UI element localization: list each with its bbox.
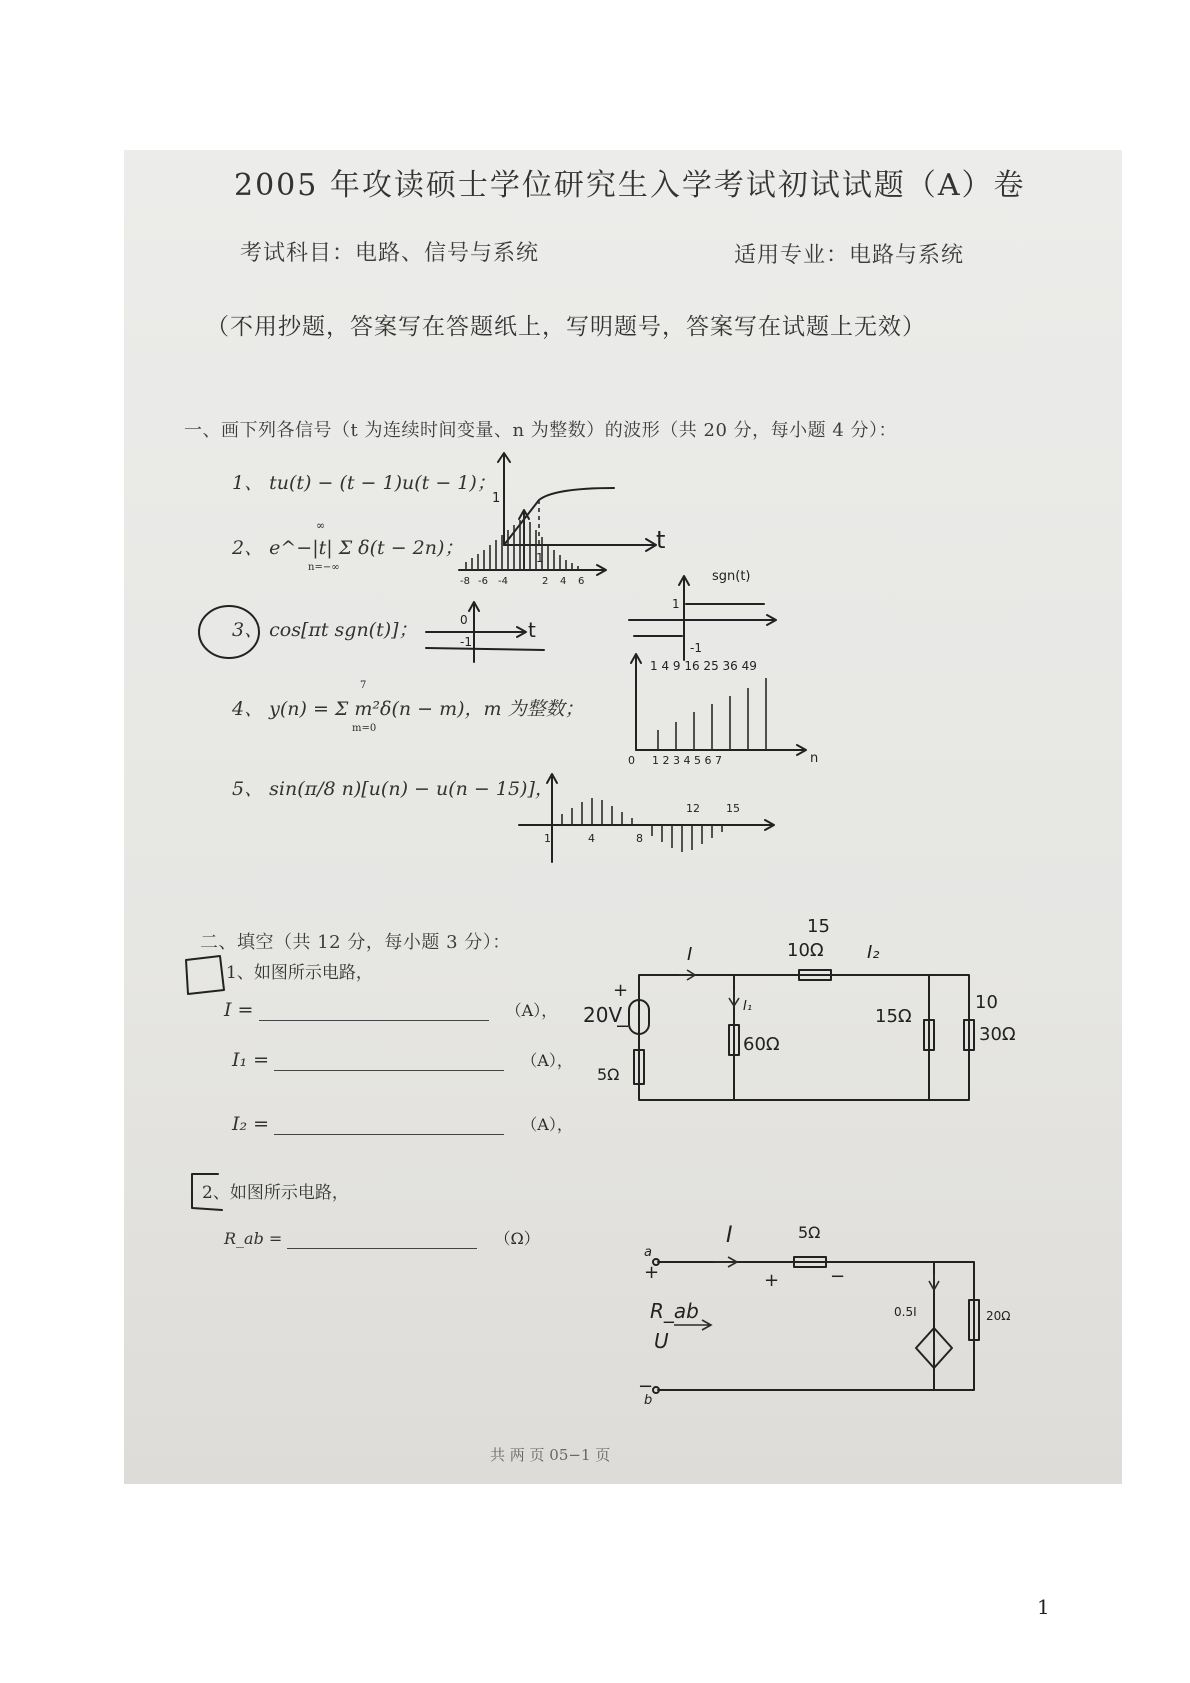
- answer-var-Rab: R_ab =: [224, 1229, 283, 1248]
- label-port-c2: R_ab: [650, 1299, 699, 1323]
- q2-x-axis: [459, 565, 606, 575]
- label-source: 20V: [583, 1003, 623, 1027]
- question1-3: 3、 cos[πt sgn(t)]；: [232, 619, 418, 641]
- q3-level-line: [426, 648, 544, 650]
- arrow-I: [679, 970, 695, 980]
- q4-stems: [658, 678, 766, 750]
- q5-tick-labels-upper: 12 15: [686, 802, 740, 815]
- label-r-right2-note: 10: [975, 992, 998, 1013]
- label-voltage-c2: U: [654, 1329, 669, 1353]
- q4-values: 1 4 9 16 25 36 49: [650, 659, 757, 673]
- label-dep-source: 0.5I: [894, 1305, 917, 1319]
- q4-sum-bottom: m=0: [352, 723, 377, 734]
- q3-axis-label: t: [528, 618, 536, 642]
- q3-bottom-label: -1: [460, 635, 472, 649]
- question2-1-label: 1、如图所示电路，: [226, 963, 373, 983]
- question1-5: 5、 sin(π/8 n)[u(n) − u(n − 15)]，: [232, 778, 554, 800]
- label-r-right-c2: 20Ω: [986, 1309, 1011, 1323]
- label-r-right2: 30Ω: [979, 1024, 1016, 1045]
- q1-level: 1: [492, 491, 501, 506]
- label-minus-r-c2: −: [830, 1266, 846, 1287]
- node-b: [653, 1387, 659, 1393]
- page-footer: 共 两 页 05−1 页: [490, 1446, 611, 1464]
- q2-sum-top: ∞: [316, 519, 326, 532]
- answer-unit-I2: （A），: [521, 1115, 573, 1134]
- label-r-mid: 60Ω: [743, 1034, 780, 1055]
- label-node-b: b: [644, 1393, 653, 1408]
- answer-line-I2: [232, 1112, 573, 1135]
- q2-impulse-sketch: [454, 510, 614, 590]
- q2-tick-labels: -8 -6 -4 2 4 6: [460, 576, 585, 587]
- sgn-positive-label: 1: [672, 597, 680, 611]
- answer-unit-I1: （A），: [521, 1051, 573, 1070]
- answer-blank-Rab: [287, 1228, 477, 1249]
- circuit-2-diagram: [614, 1190, 1011, 1410]
- label-source-plus: +: [613, 980, 629, 1001]
- question2-1-box-mark: [180, 950, 230, 1000]
- label-I1: I₁: [743, 999, 753, 1014]
- answer-var-I1: I₁ =: [232, 1049, 270, 1071]
- exam-major: 适用专业：电路与系统: [734, 243, 965, 268]
- label-source-minus: −: [615, 1016, 631, 1037]
- answer-unit-I: （A），: [505, 1001, 558, 1020]
- answer-blank-I2: [274, 1114, 504, 1135]
- label-I2: I₂: [867, 942, 880, 963]
- arrow-I-c2: [714, 1257, 737, 1267]
- q3-top-label: 0: [460, 613, 468, 627]
- q4-axis-label: n: [810, 751, 819, 766]
- answer-blank-I1: [274, 1050, 504, 1071]
- answer-var-I2: I₂ =: [232, 1113, 270, 1135]
- q5-y-axis: [547, 774, 557, 862]
- answer-line-I1: [232, 1048, 573, 1071]
- q1-axis-label: t: [656, 526, 666, 554]
- q1-tick: 1: [536, 551, 544, 565]
- q5-x-axis: [519, 820, 774, 830]
- exam-notice: （不用抄题，答案写在答题纸上，写明题号，答案写在试题上无效）: [206, 314, 926, 340]
- sgn-label: sgn(t): [712, 569, 751, 584]
- question1-4: 4、 y(n) = Σ m²δ(n − m)，m 为整数；: [232, 698, 584, 720]
- label-r-top-note: 15: [807, 916, 830, 937]
- label-r-source: 5Ω: [597, 1065, 620, 1084]
- q4-stem-sketch: [624, 650, 824, 770]
- q4-tick-labels: 1 2 3 4 5 6 7: [652, 754, 722, 767]
- q3-x-axis: [426, 627, 526, 637]
- label-node-a: a: [644, 1245, 652, 1260]
- answer-blank-I: [259, 1000, 489, 1021]
- section1-heading: 一、画下列各信号（t 为连续时间变量、n 为整数）的波形（共 20 分，每小题 4 分）：: [184, 420, 898, 441]
- question2-2-label: 2、如图所示电路，: [202, 1183, 349, 1203]
- circuit-2-wire: [658, 1262, 974, 1390]
- q5-stem-sketch: [514, 770, 784, 870]
- circuit-1-diagram: [579, 910, 1016, 1130]
- exam-title: 2005 年攻读硕士学位研究生入学考试初试试题（A）卷: [234, 168, 1026, 203]
- page-number: 1: [1037, 1595, 1050, 1619]
- q3-sketch: [424, 600, 564, 670]
- q5-tick-labels: 1 4 8: [544, 832, 643, 845]
- arrow-I1: [729, 990, 739, 1006]
- label-plus-r-c2: +: [764, 1270, 780, 1291]
- sgn-x-axis: [629, 615, 776, 625]
- answer-line-I: [224, 998, 557, 1021]
- sgn-negative-label: -1: [690, 641, 702, 655]
- circuit-1-wire-loop: [639, 975, 969, 1100]
- q4-origin: 0: [628, 754, 635, 767]
- q2-impulses: [466, 515, 578, 570]
- q4-sum-top: 7: [360, 680, 367, 691]
- hand-box: [186, 956, 224, 994]
- label-r-top-c2: 5Ω: [798, 1223, 821, 1242]
- sgn-y-axis: [679, 576, 689, 660]
- label-I-c2: I: [726, 1223, 733, 1248]
- section2-heading: 二、填空（共 12 分，每小题 3 分）：: [200, 932, 511, 953]
- label-r-right1: 15Ω: [875, 1006, 912, 1027]
- label-I: I: [687, 944, 693, 965]
- answer-line-Rab: [224, 1226, 540, 1249]
- label-plus-c2: +: [644, 1262, 660, 1283]
- answer-unit-Rab: （Ω）: [494, 1229, 540, 1248]
- q2-sum-bottom: n=−∞: [308, 562, 340, 573]
- label-minus-c2: −: [638, 1376, 654, 1397]
- arrow-branch-c2: [929, 1274, 939, 1290]
- question1-2: 2、 e^−|t| Σ δ(t − 2n)；: [232, 537, 464, 559]
- exam-subject: 考试科目：电路、信号与系统: [240, 241, 540, 266]
- scanned-exam-page: [124, 150, 1122, 1484]
- q4-y-axis: [631, 654, 641, 750]
- question1-1: 1、 tu(t) − (t − 1)u(t − 1)；: [232, 472, 496, 494]
- answer-var-I: I =: [224, 999, 254, 1021]
- label-r-top: 10Ω: [787, 940, 824, 961]
